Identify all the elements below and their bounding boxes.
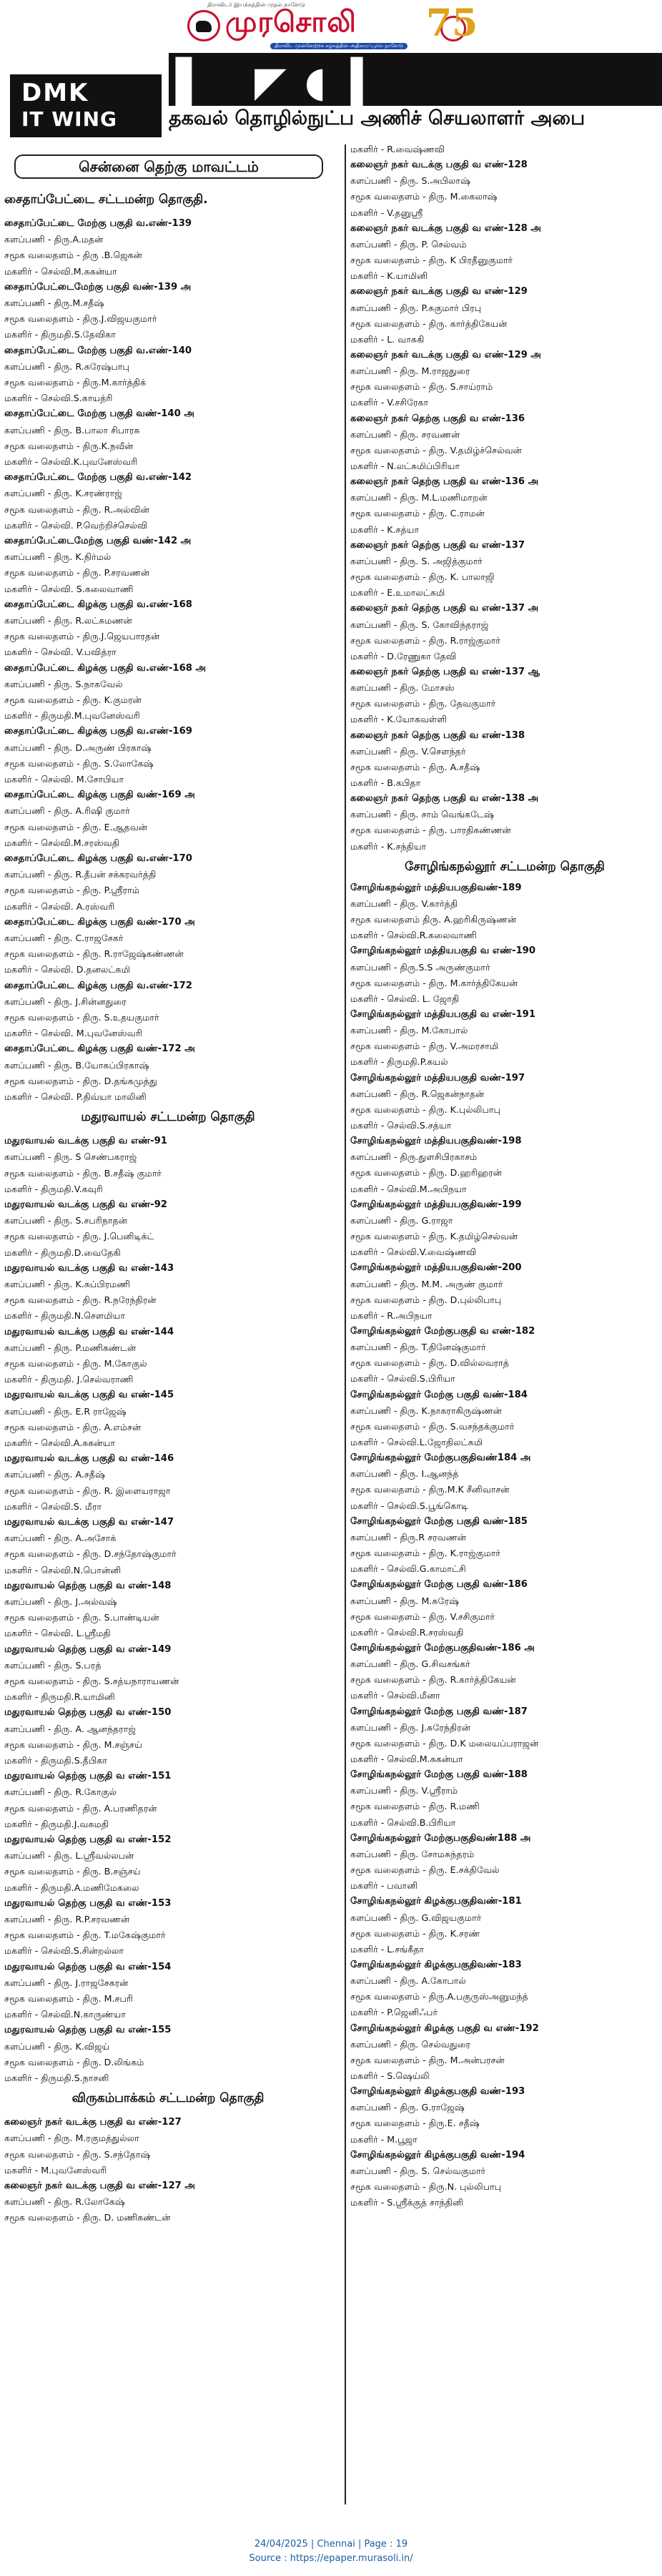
entry-line: மகளிர் - செல்வி. S.கலைவாணி: [4, 583, 134, 594]
entry-line: களப்பணி - திரு. K.சுப்பிரமணி: [4, 1279, 131, 1289]
entry-line: களப்பணி - திரு. V.கார்த்தி: [350, 898, 458, 909]
ward-heading: சோழிங்கநல்லூர் மத்தியபகுதி வண்-197: [350, 1072, 525, 1083]
entry-line: மகளிர் - செல்வி. M.சோபியா: [4, 774, 124, 785]
entry-line: மகளிர் - திருமதி.V.கவுரி: [4, 1183, 103, 1194]
dmk-it-wing-badge: [10, 74, 162, 137]
constituency-heading: விருகம்பாக்கம் சட்டமன்ற தொகுதி: [71, 2091, 265, 2106]
entry-line: மகளிர் - செல்வி.L.ஜோதிலட்சுமி: [350, 1437, 483, 1447]
entry-line: களப்பணி - திரு. R.லட்சுமணன்: [4, 615, 132, 626]
footer-date-page: 24/04/2025 | Chennai | Page : 19: [254, 2539, 408, 2550]
entry-line: சமூக வலைதளம் - திரு. D.லிங்கம்: [4, 2056, 144, 2068]
entry-line: களப்பணி - திரு. மோசஸ்: [350, 682, 455, 694]
ward-heading: மதுரவாயல் வடக்கு பகுதி வ எண்-143: [4, 1262, 174, 1274]
entry-line: களப்பணி - திரு. M.கோபால்: [350, 1025, 468, 1036]
entry-line: களப்பணி - திரு. S. செல்வகுமார்: [350, 2165, 486, 2176]
entry-line: சமூக வலைதளம் - திரு. R.மணி: [350, 1801, 480, 1812]
entry-line: மகளிர் - திருமதி.R.யாமினி: [4, 1691, 115, 1703]
entry-line: களப்பணி - திரு. L.ஸ்ரீவல்லபன்: [4, 1850, 134, 1862]
entry-line: மகளிர் - செல்வி. D.தனலட்சுமி: [4, 964, 131, 975]
ward-heading: மதுரவாயல் வடக்கு பகுதி வ எண்-147: [4, 1517, 174, 1528]
ward-heading: மதுரவாயல் வடக்கு பகுதி வ எண்-144: [4, 1326, 174, 1337]
entry-line: சமூக வலைதளம் - திரு .B.ஜெகன்: [4, 250, 142, 261]
entry-line: சமூக வலைதளம் - திரு. V.அமரசாமி: [350, 1041, 499, 1052]
entry-line: மகளிர் - K.யாமினி: [350, 270, 428, 282]
ward-heading: சைதாப்பேட்டை மேற்கு பகுதி வ.எண்-140: [4, 345, 192, 356]
ward-heading: சோழிங்கநல்லூர் கிழக்கு பகுதி வ எண்-192: [350, 2022, 539, 2034]
constituency-heading: சோழிங்கநல்லூர் சட்டமன்ற தொகுதி: [405, 859, 605, 874]
entry-line: மகளிர் - செல்வி.S.பூங்கொடி: [350, 1500, 468, 1511]
entry-line: சமூக வலைதளம் - திரு. M.கார்த்திகேயன்: [350, 977, 518, 988]
entry-line: களப்பணி - திரு. K.நிர்மல்: [4, 551, 112, 563]
entry-line: சமூக வலைதளம் - திரு. R.அல்வின்: [4, 503, 149, 515]
ward-heading: சோழிங்கநல்லூர் மேற்குபகுதி வ எண்-182: [350, 1325, 535, 1337]
ward-heading: கலைஞர் நகர் வடக்கு பகுதி வ எண்-128: [350, 159, 528, 171]
district-title: சென்னை தெற்கு மாவட்டம்: [14, 154, 323, 179]
entry-line: மகளிர் - செல்வி. V.பவித்ரா: [4, 647, 117, 658]
entry-line: சமூக வலைதளம் - திரு. S.சாய்ராம்: [350, 381, 493, 393]
ward-heading: சோழிங்கநல்லூர் மத்தியபகுதிவண்-189: [350, 882, 522, 893]
entry-line: மகளிர் - செல்வி.N.பொன்னி: [4, 1564, 122, 1575]
entry-line: சமூக வலைதளம் - திரு. S.சத்யநாராயணன்: [4, 1676, 179, 1686]
ward-heading: சைதாப்பேட்டை கிழக்கு பகுதி வண்-169 அ: [4, 790, 195, 801]
article-body: [0, 140, 662, 2512]
column-divider: [345, 144, 346, 2504]
entry-line: களப்பணி - திரு. E.R ராஜேஷ்: [4, 1405, 127, 1417]
entry-line: களப்பணி - திரு. M.சுரேஷ்: [350, 1595, 460, 1606]
entry-line: மகளிர் - S.ஷெய்லி: [350, 2070, 430, 2081]
entry-line: மகளிர் - செல்வி.M.சுகன்யா: [350, 1754, 463, 1764]
ward-heading: சைதாப்பேட்டை கிழக்கு பகுதி வ.எண்-169: [4, 726, 192, 737]
entry-line: சமூக வலைதளம் - திரு. M.கைலாஷ்: [350, 191, 498, 202]
ward-heading: கலைஞர் நகர் தெற்கு பகுதி வ எண்-136: [350, 413, 525, 424]
entry-line: களப்பணி - திரு. P.சுகுமார் பிரபு: [350, 302, 482, 313]
entry-line: களப்பணி - திரு. S செண்பகராஜ்: [4, 1151, 137, 1163]
entry-line: களப்பணி - திரு. J.சுரேந்திரன்: [350, 1721, 470, 1733]
ward-heading: மதுரவாயல் தெற்கு பகுதி வ எண்-148: [4, 1580, 172, 1591]
entry-line: களப்பணி - திரு. R.சுரேஷ்பாபு: [4, 360, 129, 372]
entry-line: மகளிர் - V.சசிரேகா: [350, 397, 429, 408]
entry-line: மகளிர் - பவானி: [350, 1880, 418, 1892]
entry-line: களப்பணி - திரு. B.யோகப்பிரகாஷ்: [4, 1059, 149, 1071]
entry-line: களப்பணி - திரு. R.P.சரவணன்: [4, 1914, 130, 1924]
anniversary-emblem: [426, 1, 478, 50]
entry-line: சமூக வலைதளம் - திரு.J.ஜெயபாரதன்: [4, 631, 160, 642]
entry-line: மகளிர் - திருமதி. J.செல்வராணி: [4, 1374, 134, 1385]
entry-line: சமூக வலைதளம் - திரு. R.நரேந்திரன்: [4, 1294, 157, 1306]
entry-line: சமூக வலைதளம் - திரு. K.ராஜ்குமார்: [350, 1548, 500, 1559]
entry-line: களப்பணி - திரு. J.அல்வஷ்: [4, 1596, 117, 1607]
masthead: [0, 0, 662, 53]
entry-line: களப்பணி - திரு. S.நாகவேல்: [4, 678, 123, 689]
ward-heading: சைதாப்பேட்டை மேற்கு பகுதி வ.எண்-142: [4, 472, 192, 483]
entry-line: மகளிர் - செல்வி.M.சரஸ்வதி: [4, 837, 120, 848]
entry-line: மகளிர் - செல்வி.G.காமாட்சி: [350, 1563, 466, 1575]
ward-heading: மதுரவாயல் தெற்கு பகுதி வ எண்-152: [4, 1834, 172, 1845]
entry-line: மகளிர் - L.சங்கீதா: [350, 1943, 425, 1955]
entry-line: களப்பணி - திரு. A.அசோக்: [4, 1533, 117, 1544]
headline-glyph-icon: ◖: [305, 57, 327, 106]
page-footer: [0, 2533, 662, 2576]
ward-heading: சைதாப்பேட்டை மேற்கு பகுதி வ.எண்-139: [4, 218, 192, 229]
entry-line: களப்பணி - திரு.R சரவணன்: [350, 1531, 466, 1543]
entry-line: மகளிர் - திருமதி.N.செளமியா: [4, 1310, 126, 1322]
ward-heading: கலைஞர் நகர் வடக்கு பகுதி வ எண்-129: [350, 286, 528, 298]
entry-line: களப்பணி - திரு. B.பாலா சிபாரசு: [4, 424, 140, 436]
ward-heading: சைதாப்பேட்டை கிழக்கு பகுதி வ.எண்-168 அ: [4, 662, 207, 674]
entry-line: களப்பணி - திரு.M.சதீஷ்: [4, 298, 104, 308]
ward-heading: மதுரவாயல் தெற்கு பகுதி வ எண்-153: [4, 1897, 172, 1909]
ward-heading: கலைஞர் நகர் தெற்கு பகுதி வ எண்-137 அ: [350, 603, 539, 614]
entry-line: மகளிர் - B.கபிதா: [350, 777, 421, 788]
entry-line: சமூக வலைதளம் - திரு. C.ராமன்: [350, 508, 485, 519]
entry-line: களப்பணி - திரு. M.M. அருண் குமார்: [350, 1278, 503, 1289]
entry-line: மகளிர் - செல்வி.S.சத்யா: [350, 1120, 452, 1131]
entry-line: மகளிர் - செல்வி. L. ஜோதி: [350, 993, 460, 1004]
ward-heading: சோழிங்கநல்லூர் மத்தியபகுதிவண்-198: [350, 1136, 522, 1147]
entry-line: களப்பணி - திரு. S.சபரிநாதன்: [4, 1215, 127, 1226]
entry-line: சமூக வலைதளம் - திரு. D.ஹரிஹரன்: [350, 1167, 503, 1179]
masthead-tagline: திராவிடர் இயக்கத்தின் முதல் நாளேடு: [207, 1, 305, 8]
entry-line: சமூக வலைதளம் - திரு. K. பாலாஜி: [350, 571, 495, 583]
constituency-heading: மதுரவாயல் சட்டமன்ற தொகுதி: [81, 1110, 255, 1125]
entry-line: மகளிர் - செல்வி.V.வைஷ்ணவி: [350, 1247, 477, 1258]
ward-heading: சோழிங்கநல்லூர் கிழக்குபகுதி வண்-193: [350, 2086, 525, 2098]
entry-line: மகளிர் - P.ஜெனிஃபர்: [350, 2007, 438, 2018]
ward-heading: சோழிங்கநல்லூர் மேற்குபகுதிவண்184 அ: [350, 1452, 531, 1464]
entry-line: மகளிர் - V.தனுஸ்ரீ: [350, 207, 423, 218]
ward-heading: சோழிங்கநல்லூர் மேற்கு பகுதி வண்-185: [350, 1515, 528, 1527]
ward-heading: சைதாப்பேட்டை கிழக்கு பகுதி வ.எண்-170: [4, 853, 192, 864]
newspaper-title: முரசொலி: [225, 6, 357, 39]
ward-heading: சைதாப்பேட்டை கிழக்கு பகுதி வண்-172 அ: [4, 1043, 195, 1055]
entry-line: மகளிர் - திருமதி.A.மணிமேகலை: [4, 1882, 139, 1893]
ward-heading: கலைஞர் நகர் வடக்கு பகுதி வ எண்-127: [4, 2117, 182, 2128]
entry-line: மகளிர் - D.ரேணுகா தேவி: [350, 650, 457, 662]
entry-line: சமூக வலைதளம் - திரு. P.சரவணன்: [4, 567, 150, 579]
entry-line: மகளிர் - R.வைஷ்ணவி: [350, 144, 445, 154]
entry-line: மகளிர் - செல்வி.R.கலைவாணி: [350, 930, 477, 941]
entry-line: களப்பணி - திரு. K.சரண்ராஜ்: [4, 488, 122, 499]
ward-heading: சோழிங்கநல்லூர் மேற்குபகுதிவண்-186 அ: [350, 1642, 535, 1653]
entry-line: மகளிர் - திருமதி.P.கயல்: [350, 1056, 448, 1068]
headline-glyph-icon: ◤: [255, 57, 287, 106]
entry-line: சமூக வலைதளம் - திரு. B.சதீஷ் குமார்: [4, 1167, 162, 1179]
ward-heading: கலைஞர் நகர் வடக்கு பகுதி வ எண்-128 அ: [350, 222, 542, 234]
entry-line: சமூக வலைதளம் - திரு. D.சந்தோஷ்குமார்: [4, 1548, 177, 1560]
ward-heading: சைதாப்பேட்டை மேற்கு பகுதி வண்-140 அ: [4, 408, 194, 420]
entry-line: களப்பணி - திரு. J.சின்னதுரை: [4, 996, 127, 1007]
entry-line: களப்பணி - திரு. A.சதீஷ்: [4, 1469, 106, 1480]
entry-line: களப்பணி - திரு. A.ரிஷி குமார்: [4, 805, 130, 817]
ward-heading: கலைஞர் நகர் தெற்கு பகுதி வ எண்-138 அ: [350, 793, 539, 805]
entry-line: மகளிர் - செல்வி.S.காயத்ரி: [4, 393, 113, 404]
entry-line: மகளிர் - செல்வி.மீனா: [350, 1690, 440, 1701]
entry-line: களப்பணி - திரு. I.ஆனந்த்: [350, 1468, 459, 1480]
banner-subtitle: தகவல் தொழில்நுட்ப அணிச் செயலாளர் அபை: [169, 107, 586, 129]
entry-line: மகளிர் - E.உமாலட்சுமி: [350, 587, 445, 599]
entry-line: களப்பணி - திரு. T.தினேஷ்குமார்: [350, 1342, 486, 1353]
entry-line: மகளிர் - K.யோகவள்ளி: [350, 714, 448, 725]
ward-heading: சோழிங்கநல்லூர் மேற்கு பகுதி வண்-188: [350, 1769, 528, 1781]
entry-line: சமூக வலைதளம் - திரு. P.ஸ்ரீராம்: [4, 885, 139, 896]
entry-line: களப்பணி - திரு. S.அபிலாஷ்: [350, 175, 471, 187]
entry-line: களப்பணி - திரு.A.மதன்: [4, 234, 104, 245]
entry-line: களப்பணி - திரு. M.ராஜதுரை: [350, 365, 470, 377]
entry-line: சமூக வலைதளம் - திரு. B.சஞ்சய்: [4, 1866, 141, 1877]
ward-heading: மதுரவாயல் வடக்கு பகுதி வ எண்-145: [4, 1390, 174, 1401]
entry-line: களப்பணி - திரு. G.சிவசங்கர்: [350, 1658, 470, 1670]
entry-line: களப்பணி - திரு. A.கோபால்: [350, 1975, 466, 1987]
dmk-label: DMK: [21, 79, 89, 107]
entry-line: சமூக வலைதளம் திரு. A.ஹரிகிருஷ்ணன்: [350, 914, 517, 925]
entry-line: களப்பணி - திரு. G.விஜயகுமார்: [350, 1912, 482, 1923]
ward-heading: மதுரவாயல் தெற்கு பகுதி வ எண்-151: [4, 1771, 172, 1782]
entry-line: மகளிர் - செல்வி. P.வெற்றிச்செல்வி: [4, 519, 148, 531]
entry-line: சமூக வலைதளம் - திரு.E. சதீஷ்: [350, 2118, 480, 2129]
entry-line: சமூக வலைதளம் - திரு.M.K சீனிவாசன்: [350, 1484, 510, 1495]
entry-line: களப்பணி - திரு. P. செல்வம்: [350, 238, 467, 250]
entry-line: சமூக வலைதளம் - திரு. A.சதீஷ்: [350, 761, 480, 772]
entry-line: மகளிர் - செல்வி.N.காருண்யா: [4, 2009, 126, 2020]
entry-line: களப்பணி - திரு. G.ராஜா: [350, 1214, 453, 1226]
entry-line: சமூக வலைதளம் - திரு. A.பரணிதரன்: [4, 1802, 157, 1814]
entry-line: களப்பணி - திரு. S. அஜித்குமார்: [350, 555, 483, 566]
ward-heading: சைதாப்பேட்டைமேற்கு பகுதி வண்-139 அ: [4, 281, 192, 292]
entry-line: களப்பணி - திரு. M.L.மணிமாறன்: [350, 492, 488, 503]
masthead-subtitle: திராவிட முன்னேற்றக் கழகத்தின் அதிகாரப்பூர்வ நாளேடு: [270, 43, 407, 49]
entry-line: சமூக வலைதளம் - திரு. R. இளையராஜா: [4, 1485, 171, 1496]
ward-heading: சோழிங்கநல்லூர் மேற்கு பகுதி வண்-187: [350, 1706, 528, 1717]
entry-line: மகளிர் - L. வாசுகி: [350, 333, 425, 345]
entry-line: களப்பணி - திரு.துளசிபிரகாசம்: [350, 1151, 478, 1163]
entry-line: சமூக வலைதளம் - திரு. K.தமிழ்செல்வன்: [350, 1231, 518, 1242]
entry-line: சமூக வலைதளம் - திரு. E.ஆதவன்: [4, 821, 148, 832]
entry-line: களப்பணி - திரு. M.ரகுமத்துல்லா: [4, 2133, 139, 2144]
entry-line: சமூக வலைதளம் - திரு. D.K மலையப்பராஜன்: [350, 1737, 539, 1749]
ward-heading: சோழிங்கநல்லூர் மத்தியபகுதிவண்-200: [350, 1262, 522, 1274]
entry-line: சமூக வலைதளம் - திரு. M.சஞ்சய்: [4, 1739, 142, 1750]
entry-line: சமூக வலைதளம் - திரு. M.கோகுல்: [4, 1358, 147, 1369]
entry-line: களப்பணி - திரு. சாம் வெங்கடேஷ்: [350, 809, 495, 820]
entry-line: சமூக வலைதளம் - திரு. D.தங்கமுத்து: [4, 1075, 157, 1086]
ward-heading: கலைஞர் நகர் வடக்கு பகுதி வ எண்-127 அ: [4, 2181, 196, 2191]
entry-line: சமூக வலைதளம் - திரு.M.கார்த்திக்: [4, 377, 147, 388]
entry-line: மகளிர் - K.சத்யா: [350, 523, 420, 535]
entry-line: மகளிர் - திருமதி.D.வைதேகி: [4, 1247, 121, 1258]
entry-line: களப்பணி - திரு. R.கோகுல்: [4, 1786, 117, 1798]
entry-line: சமூக வலைதளம் - திரு. S.சந்தோஷ்: [4, 2148, 151, 2160]
entry-line: சமூக வலைதளம் - திரு. K பிரதீனுகுமார்: [350, 255, 513, 266]
entry-line: சமூக வலைதளம் - திரு. V.சசிகுமார்: [350, 1611, 495, 1622]
entry-line: சமூக வலைதளம் - திரு. V.தமிழ்ச்செல்வன்: [350, 444, 522, 456]
entry-line: சமூக வலைதளம் - திரு. K.குமரன்: [4, 694, 142, 705]
ward-heading: மதுரவாயல் தெற்கு பகுதி வ எண்-154: [4, 1961, 172, 1972]
ward-heading: மதுரவாயல் தெற்கு பகுதி வ எண்-149: [4, 1643, 172, 1655]
entry-line: களப்பணி - திரு. J.ராஜசேகரன்: [4, 1977, 129, 1988]
entry-line: சமூக வலைதளம் - திரு. S.லோகேஷ்: [4, 757, 154, 769]
entry-line: சமூக வலைதளம் - திரு. K.புல்லிபாபு: [350, 1103, 500, 1115]
entry-line: மகளிர் - திருமதி.S.தீபிகா: [4, 1755, 108, 1766]
entry-line: மகளிர் - திருமதி.S.தேவிகா: [4, 329, 116, 340]
ward-heading: சோழிங்கநல்லூர் மேற்கு பகுதி வண்-184: [350, 1389, 528, 1400]
it-wing-label: IT WING: [21, 107, 117, 131]
entry-line: மகளிர் - செல்வி.M.அபிநயா: [350, 1183, 467, 1194]
ward-heading: சோழிங்கநல்லூர் கிழக்குபகுதி வண்-194: [350, 2149, 525, 2160]
ward-heading: சோழிங்கநல்லூர் மத்தியபகுதி வ எண்-191: [350, 1008, 535, 1020]
ward-heading: சைதாப்பேட்டைமேற்கு பகுதி வண்-142 அ: [4, 536, 192, 546]
entry-line: சமூக வலைதளம் - திரு.K.நவீன்: [4, 440, 134, 451]
ward-heading: சோழிங்கநல்லூர் மேற்கு பகுதி வண்-186: [350, 1579, 528, 1591]
entry-line: சமூக வலைதளம் - திரு. R.கார்த்திகேயன்: [350, 1674, 516, 1686]
entry-line: சமூக வலைதளம் - திரு. S.உதயகுமார்: [4, 1012, 159, 1023]
headline-glyph-icon: ▌: [176, 57, 208, 106]
entry-line: களப்பணி - திரு. P.மணிகண்டன்: [4, 1342, 137, 1353]
entry-line: மகளிர் - K.சந்தியா: [350, 840, 427, 852]
entry-line: மகளிர் - செல்வி.R.சரஸ்வதி: [350, 1626, 464, 1638]
entry-line: சமூக வலைதளம் - திரு. R.ராஜ்குமார்: [350, 634, 500, 646]
entry-line: சமூக வலைதளம் - திரு. கார்த்திகேயன்: [350, 318, 508, 329]
entry-line: சமூக வலைதளம் - திரு. S.வசந்தக்குமார்: [350, 1420, 515, 1432]
ward-heading: கலைஞர் நகர் தெற்கு பகுதி வ எண்-137 ஆ: [350, 666, 540, 677]
banner-headline-graphic: [169, 53, 662, 106]
entry-line: சமூக வலைதளம் - திரு. D.வில்லவராத்: [350, 1357, 509, 1369]
entry-line: சமூக வலைதளம் - திரு. E.சக்திவேல்: [350, 1864, 500, 1876]
entry-line: மகளிர் - செல்வி. M.புவனேஸ்வரி: [4, 1028, 142, 1039]
entry-line: களப்பணி - திரு. செல்வதுரை: [350, 2038, 471, 2050]
entry-line: களப்பணி - திரு. R.தீபன் சக்கரவர்த்தி: [4, 869, 157, 880]
entry-line: களப்பணி - திரு. S.பரத்: [4, 1659, 102, 1671]
entry-line: சமூக வலைதளம் - திரு.A.பகுருஸ்அனுமந்த்: [350, 1991, 528, 2002]
constituency-heading: சைதாப்பேட்டை சட்டமன்ற தொகுதி.: [4, 192, 208, 207]
entry-line: களப்பணி - திரு. V.ஸ்ரீராம்: [350, 1785, 458, 1796]
entry-line: களப்பணி - திரு. R.லோகேஷ்: [4, 2196, 125, 2208]
entry-line: சமூக வலைதளம் - திரு. J.பெனிடிக்ட்: [4, 1231, 154, 1242]
entry-line: களப்பணி - திரு. R.ஜெகன்நாதன்: [350, 1088, 485, 1099]
entry-line: களப்பணி - திரு. D.அருண் பிரகாஷ்: [4, 742, 152, 753]
entry-line: சமூக வலைதளம் - திரு. R.ராஜேஷ்கண்ணன்: [4, 948, 184, 960]
ward-heading: மதுரவாயல் வடக்கு பகுதி வ எண்-92: [4, 1199, 167, 1210]
entry-line: சமூக வலைதளம் - திரு. S.பாண்டியன்: [4, 1612, 159, 1623]
entry-line: சமூக வலைதளம் - திரு. M.அன்பரசன்: [350, 2054, 505, 2065]
entry-line: களப்பணி - திரு. S. கோவிந்தராஜ்: [350, 619, 489, 630]
entry-line: மகளிர் - செல்வி.K.புவனேஸ்வரி: [4, 456, 138, 467]
ward-heading: கலைஞர் நகர் தெற்கு பகுதி வ எண்-137: [350, 539, 525, 551]
entry-line: மகளிர் - M.பூஜா: [350, 2133, 418, 2145]
ward-heading: சோழிங்கநல்லூர் மத்தியபகுதிவண்-199: [350, 1199, 522, 1210]
entry-line: களப்பணி - திரு. C.ராஜசேகர்: [4, 933, 124, 943]
ward-heading: கலைஞர் நகர் தெற்கு பகுதி வ எண்-138: [350, 729, 525, 741]
ward-heading: மதுரவாயல் தெற்கு பகுதி வ எண்-155: [4, 2025, 172, 2036]
entry-line: சமூக வலைதளம் - திரு. D. மணிகண்டன்: [4, 2212, 171, 2223]
ward-heading: சைதாப்பேட்டை கிழக்கு பகுதி வ.எண்-172: [4, 980, 192, 991]
entry-line: சமூக வலைதளம் - திரு.J.விஜயகுமார்: [4, 313, 157, 325]
entry-line: மகளிர் - R.அபிநயா: [350, 1309, 433, 1321]
entry-line: மகளிர் - திருமதி.J.வசுமதி: [4, 1818, 109, 1829]
entry-line: சமூக வலைதளம் - திரு. பாரதிகண்ணன்: [350, 825, 511, 836]
ward-heading: மதுரவாயல் வடக்கு பகுதி வ எண்-91: [4, 1136, 167, 1147]
entry-line: மகளிர் - செல்வி. L.ஸ்ரீமதி: [4, 1628, 111, 1639]
entry-line: களப்பணி - திரு. சோமசுந்தரம்: [350, 1848, 475, 1859]
ward-heading: சோழிங்கநல்லூர் மேற்குபகுதிவண்188 அ: [350, 1832, 531, 1844]
ward-heading: சோழிங்கநல்லூர் கிழக்குபகுதிவண்-181: [350, 1896, 522, 1907]
entry-line: மகளிர் - S.ஸ்ரீக்குத் சாந்தினி: [350, 2197, 464, 2208]
ward-heading: சோழிங்கநல்லூர் கிழக்குபகுதிவண்-183: [350, 1959, 522, 1970]
entry-line: சமூக வலைதளம் - திரு. D.புல்லிபாபு: [350, 1294, 502, 1305]
anniversary-number: 75: [426, 1, 478, 45]
entry-line: களப்பணி - திரு. A. ஆனந்தராஜ்: [4, 1723, 136, 1734]
entry-line: களப்பணி - திரு. சரவணன்: [350, 428, 460, 440]
entry-line: களப்பணி - திரு. G.ராஜேஷ்: [350, 2102, 465, 2113]
headline-glyph-icon: ▍: [351, 57, 383, 106]
entry-line: மகளிர் - செல்வி.M.சுகன்யா: [4, 265, 117, 277]
entry-line: சமூக வலைதளம் - திரு. M.சபரி: [4, 1993, 133, 2004]
ward-heading: சைதாப்பேட்டை கிழக்கு பகுதி வ.எண்-168: [4, 599, 192, 610]
ward-heading: மதுரவாயல் வடக்கு பகுதி வ எண்-146: [4, 1453, 174, 1465]
entry-line: மகளிர் - செல்வி.B.பிரியா: [350, 1817, 456, 1828]
entry-line: மகளிர் - M.புவனேஸ்வரி: [4, 2164, 107, 2176]
entry-line: மகளிர் - திருமதி.M.புவனேஸ்வரி: [4, 710, 140, 722]
ward-heading: கலைஞர் நகர் தெற்கு பகுதி வ எண்-136 அ: [350, 476, 539, 488]
entry-line: களப்பணி - திரு.S.S அருண்குமார்: [350, 961, 490, 973]
ward-heading: கலைஞர் நகர் வடக்கு பகுதி வ எண்-129 அ: [350, 349, 542, 360]
entry-line: களப்பணி - திரு. V.சௌந்தர்: [350, 745, 466, 757]
entry-line: களப்பணி - திரு. K.விஜய்: [4, 2040, 110, 2052]
entry-line: களப்பணி - திரு. K.நாகராகிருஷ்ணன்: [350, 1405, 502, 1416]
entry-line: மகளிர் - செல்வி.S.சின்றல்லா: [4, 1945, 124, 1957]
entry-line: சமூக வலைதளம் - திரு. தேவகுமார்: [350, 698, 496, 709]
ward-heading: சோழிங்கநல்லூர் மத்தியபகுதி வ எண்-190: [350, 945, 535, 957]
footer-source-link[interactable]: Source : https://epaper.murasoli.in/: [249, 2553, 413, 2564]
entry-line: மகளிர் - செல்வி. A.ரஸ்வரி: [4, 900, 115, 912]
entry-line: மகளிர் - திருமதி.S.நாசனி: [4, 2073, 109, 2083]
masthead-logo-icon: [187, 10, 220, 41]
entry-line: சமூக வலைதளம் - திரு. K.சரண்: [350, 1927, 480, 1939]
ward-heading: சைதாப்பேட்டை கிழக்கு பகுதி வண்-170 அ: [4, 916, 195, 928]
entry-line: மகளிர் - செல்வி.S. மீரா: [4, 1500, 102, 1512]
entry-line: மகளிர் - செல்வி. P.திவ்யா மாலினி: [4, 1091, 147, 1102]
ward-heading: மதுரவாயல் தெற்கு பகுதி வ எண்-150: [4, 1707, 172, 1719]
entry-line: மகளிர் - செல்வி.A.சுகன்யா: [4, 1437, 116, 1448]
entry-line: சமூக வலைதளம் - திரு.N. புல்லிபாபு: [350, 2181, 502, 2193]
entry-line: சமூக வலைதளம் - திரு. A.எம்சன்: [4, 1421, 142, 1432]
entry-line: சமூக வலைதளம் - திரு. T.மகேஷ்குமார்: [4, 1929, 166, 1941]
entry-line: மகளிர் - N.லட்சுமிப்பிரியா: [350, 461, 460, 471]
entry-line: மகளிர் - செல்வி.S.பிரியா: [350, 1373, 455, 1385]
